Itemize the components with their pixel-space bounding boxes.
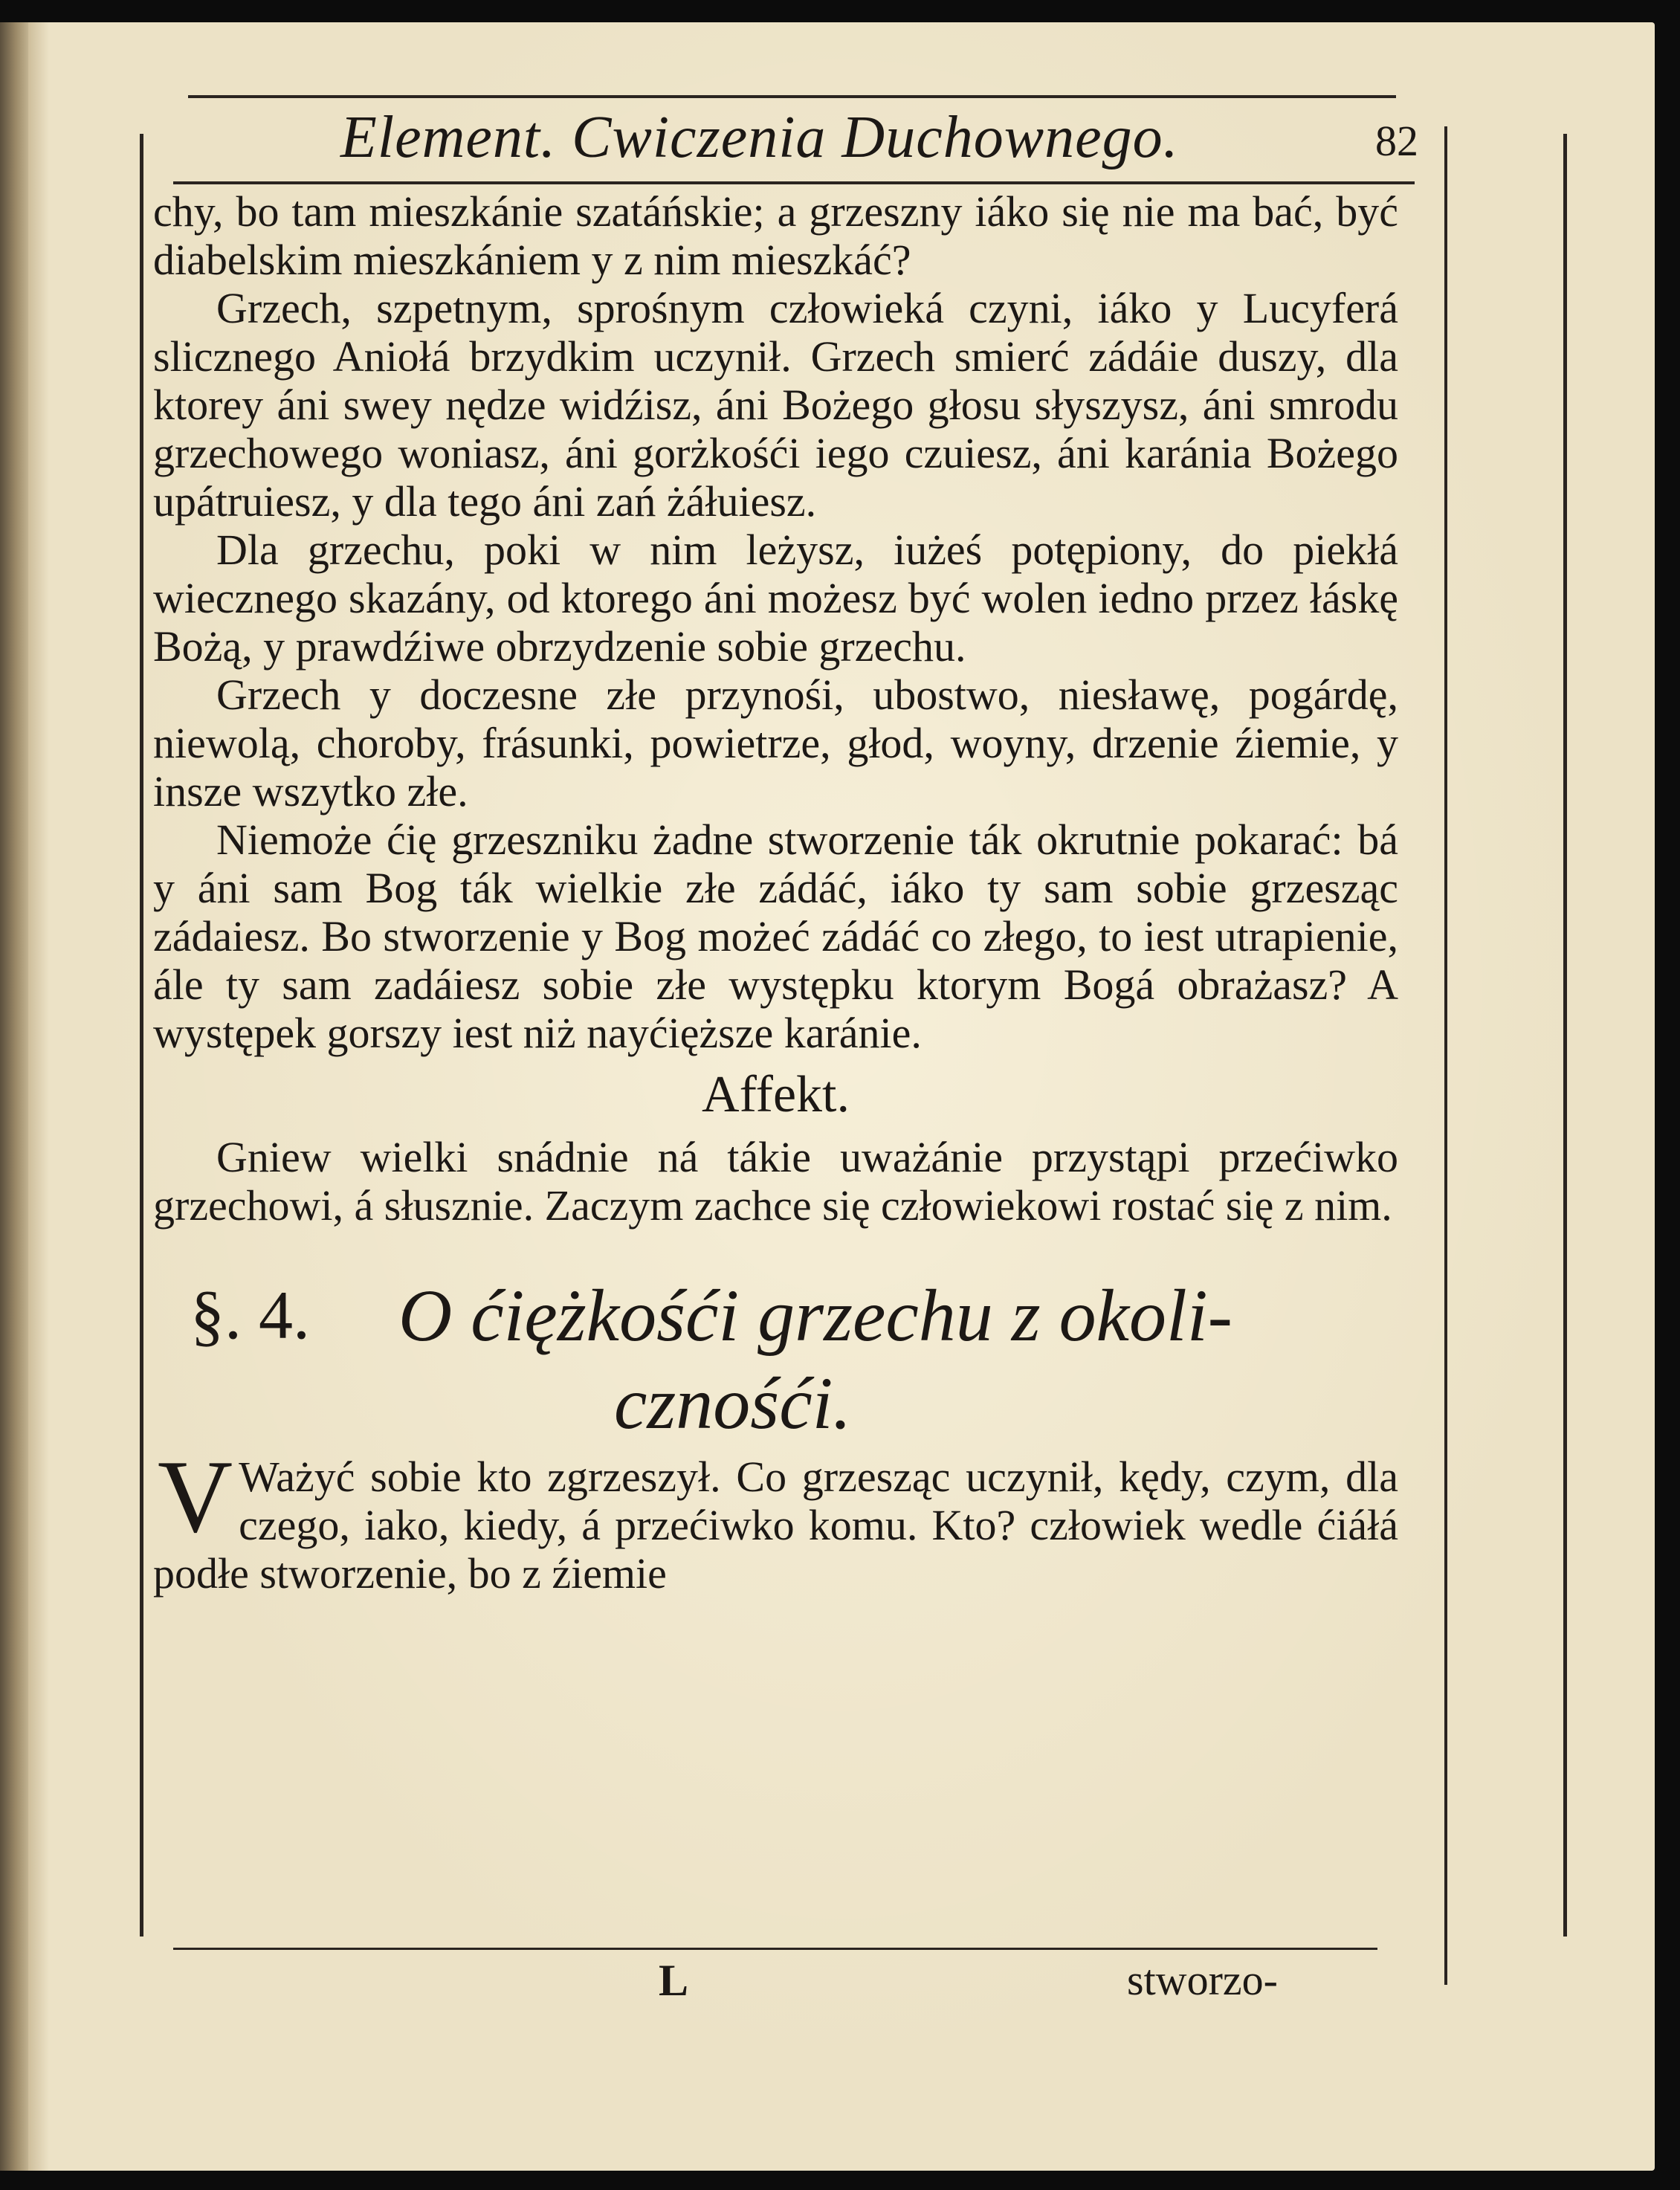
section-heading	[153, 1267, 1398, 1453]
paragraph-3: Dla grzechu, poki w nim leżysz, iużeś potępiony, do piekłá wiecznego skazány, od ktorego áni możesz być wolen iedno przez łáskę Bożą, y prawdźiwe obrzydzenie sobie grzechu.	[153, 526, 1398, 671]
section-title-line-1: O ćiężkośći grzechu z okoli-	[398, 1274, 1232, 1357]
outer-margin-line	[1444, 126, 1447, 1985]
catchword: stworzo-	[1127, 1956, 1278, 2004]
section-paragraph	[153, 1439, 1398, 1598]
affekt-heading: Affekt.	[702, 1066, 850, 1123]
book-page	[28, 22, 1655, 2171]
running-title: Element. Cwiczenia Duchownego.	[340, 105, 1179, 170]
paragraph-4: Grzech y doczesne złe przynośi, ubostwo, niesławę, pogárdę, niewolą, choroby, frásunki, powietrze, głod, woyny, drzenie źiemie, y insze wszytko złe.	[153, 671, 1398, 815]
page-number: 82	[1375, 117, 1418, 165]
section-number: §. 4.	[190, 1277, 310, 1353]
paragraph-1: chy, bo tam mieszkánie szatáńskie; a grzeszny iáko się nie ma bać, być diabelskim mieszkániem y z nim mieszkáć?	[153, 187, 1398, 284]
signature-mark: L	[659, 1956, 689, 2005]
text-block	[153, 187, 1398, 1598]
bottom-rule	[173, 1948, 1377, 1950]
paragraph-2: Grzech, szpetnym, sprośnym człowieká czyni, iáko y Lucyferá slicznego Aniołá brzydkim uczynił. Grzech smierć zádáie duszy, dla ktorey áni swey nędze widźisz, áni Bożego głosu słyszysz, áni smrodu grzechowego woniasz, áni gorżkośći iego czuiesz, áni karánia Bożego upátruiesz, y dla tego áni zań żáłuiesz.	[153, 284, 1398, 526]
page-footer	[153, 1955, 1491, 2007]
paragraph-5: Niemoże ćię grzeszniku żadne stworzenie ták okrutnie pokarać: bá y áni sam Bog ták wielkie złe zádáć, iáko ty sam sobie grzesząc zádaiesz. Bo stworzenie y Bog możeć zádáć co złego, to iest utrapienie, ále ty sam zadáiesz sobie złe występku ktorym Bogá obrażasz? A występek gorszy iest niż nayćięższe karánie.	[153, 815, 1398, 1057]
paragraph-6: Gniew wielki snádnie ná tákie uważánie przystąpi przećiwko grzechowi, á słusznie. Zaczym zachce się człowiekowi rostać się z nim.	[153, 1133, 1398, 1230]
section-paragraph-text: Ważyć sobie kto zgrzeszył. Co grzesząc uczynił, kędy, czym, dla czego, iako, kiedy, á przećiwko komu. Kto? człowiek wedle ćiáłá podłe stworzenie, bo z źiemie	[153, 1453, 1398, 1598]
section-title-line-2: cznośći.	[614, 1362, 852, 1444]
drop-capital: V	[158, 1439, 233, 1554]
